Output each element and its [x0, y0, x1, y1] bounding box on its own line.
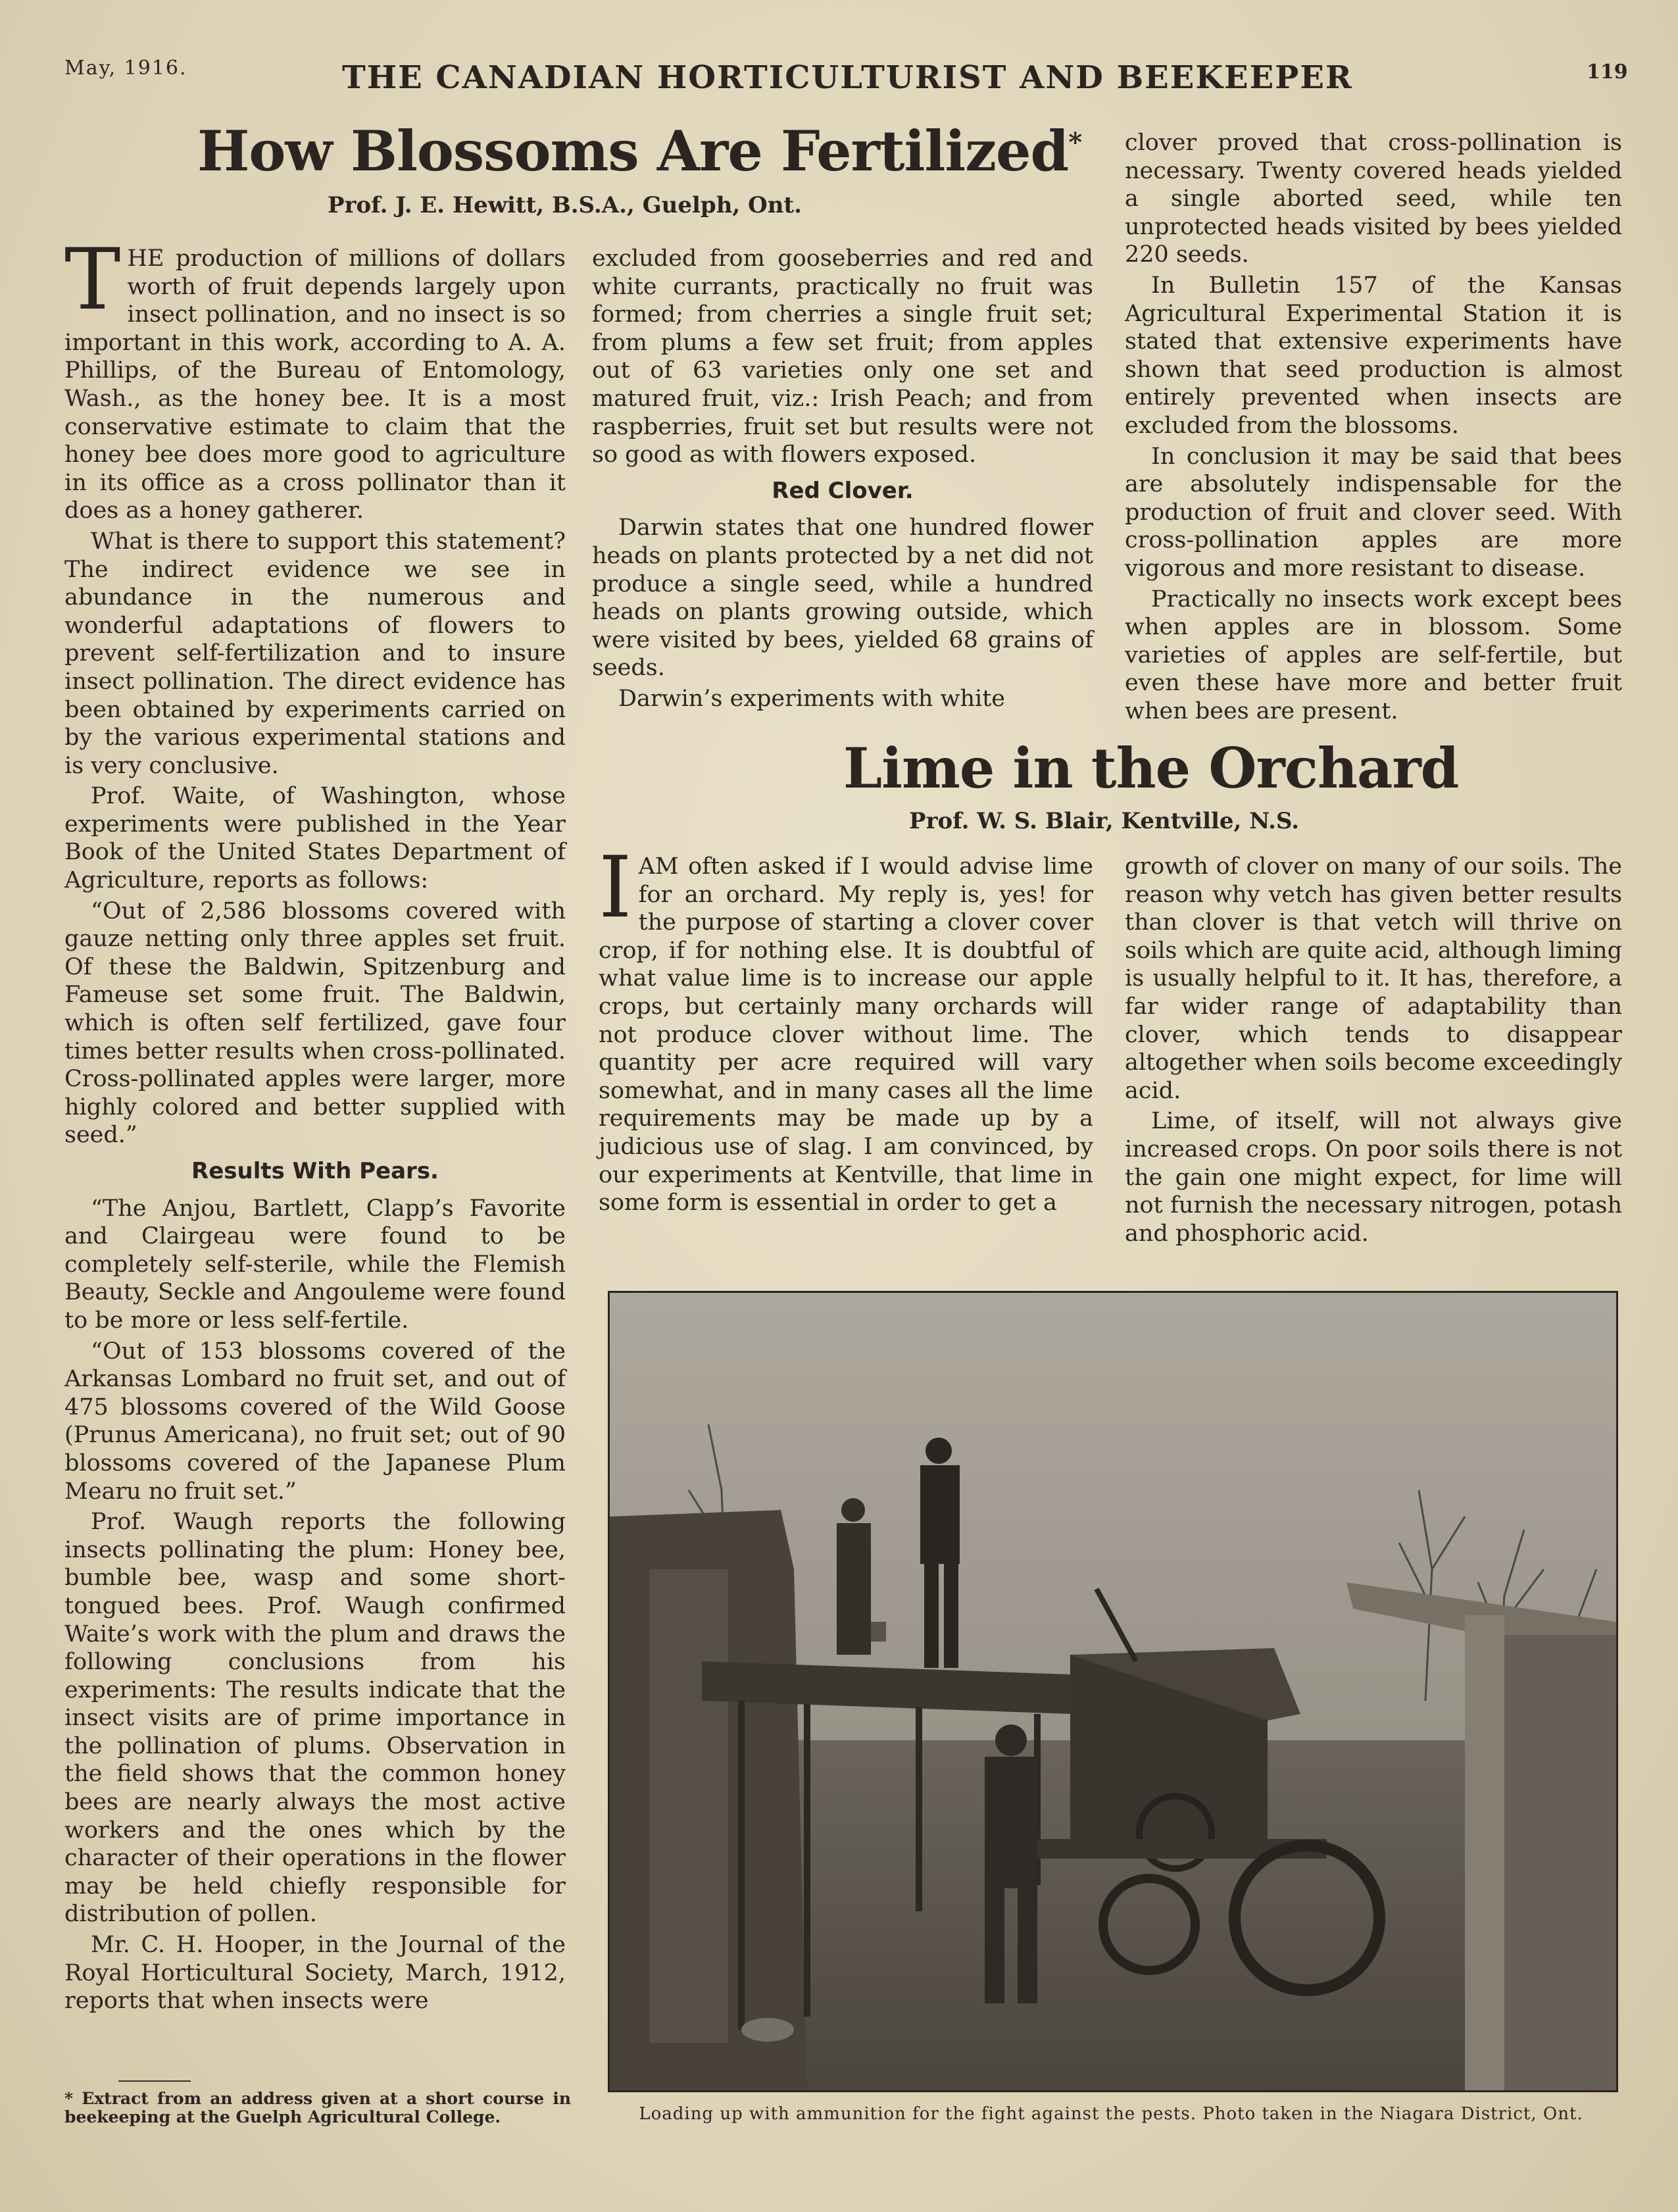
drop-cap: T	[64, 231, 121, 329]
orchard-photo	[608, 1291, 1618, 2092]
paragraph: What is there to support this statement? The indirect evidence we see in abundance in the numerous and wonderful adaptations of flowers to prevent self-fertilization and to insure insect pollination. The direct evidence has been obtained by experiments carried on by the various experimental stations and is very conclusive.	[64, 528, 566, 779]
subheading-red-clover: Red Clover.	[772, 477, 914, 504]
article-title-lime: Lime in the Orchard	[843, 736, 1459, 801]
issue-date: May, 1916.	[64, 57, 187, 80]
paragraph: growth of clover on many of our soils. The reason why vetch has given better results than clover is that vetch will thrive on soils which are quite acid, although liming is usually helpful to it. It has, therefore, a far wider range of adaptability than clover, which tends to disappear altogether when soils become exceedingly acid.	[1125, 853, 1622, 1104]
paragraph: Prof. Waugh reports the following insects pollinating the plum: Honey bee, bumble bee, wasp and some short-tongued bees. Prof. Waugh confirmed Waite’s work with the plum and draws the following conclusions from his experiments: The results indicate that the insect visits are of prime importance in the pollination of plums. Observation in the field shows that the common honey bees are nearly always the most active workers and the ones which by the character of their operations in the flower may be held chiefly responsible for distribution of pollen.	[64, 1509, 566, 1928]
paragraph: “Out of 2,586 blossoms covered with gauze netting only three apples set fruit. Of these the Baldwin, Spitzenburg and Fameuse set some fruit. The Baldwin, which is often self fertilized, gave four times better results when cross-pollinated. Cross-pollinated apples were larger, more highly colored and better supplied with seed.”	[64, 897, 566, 1149]
paragraph-text: HE production of millions of dollars worth of fruit depends largely upon insect pollination, and no insect is so important in this work, according to A. A. Phillips, of the Bureau of Entomology, Wash., as the honey bee. It is a most conservative estimate to claim that the honey bee does more good to agriculture in its office as a cross pollinator than it does as a honey gatherer.	[64, 245, 566, 524]
paragraph: excluded from gooseberries and red and white currants, practically no fruit was formed; from cherries a single fruit set; from plums a few set fruit; from apples out of 63 varieties only one set and matured fruit, viz.: Irish Peach; and from raspberries, fruit set but results were not so good as with flowers exposed.	[592, 245, 1093, 468]
paragraph: Prof. Waite, of Washington, whose experiments were published in the Year Book of the United States Department of Agriculture, reports as follows:	[64, 783, 566, 894]
paragraph	[599, 839, 1093, 1217]
footnote-rule	[118, 2080, 191, 2082]
footnote-mark: *	[1068, 127, 1082, 158]
footnote: * Extract from an address given at a short course in beekeeping at the Guelph Agricultural College.	[64, 2089, 571, 2126]
article2-column-1	[599, 839, 1093, 1220]
paragraph: In conclusion it may be said that bees are absolutely indispensable for the production of fruit and clover seed. With cross-pollination apples are more vigorous and more resistant to disease.	[1125, 443, 1622, 582]
photo-illustration	[610, 1293, 1616, 2090]
subheading-pears: Results With Pears.	[191, 1158, 439, 1184]
article1-column-1	[64, 231, 566, 2018]
paragraph: “Out of 153 blossoms covered of the Arkansas Lombard no fruit set, and out of 475 blossoms covered of the Wild Goose (Prunus Americana), no fruit set; out of 90 blossoms covered of the Japanese Plum Mearu no fruit set.”	[64, 1338, 566, 1505]
article-byline-lime: Prof. W. S. Blair, Kentville, N.S.	[909, 808, 1300, 834]
photo-caption: Loading up with ammunition for the fight against the pests. Photo taken in the Niagara District, Ont.	[639, 2104, 1583, 2124]
article2-column-2	[1125, 853, 1622, 1250]
paragraph: “The Anjou, Bartlett, Clapp’s Favorite and Clairgeau were found to be completely self-sterile, while the Flemish Beauty, Seckle and Angouleme were found to be more or less self-fertile.	[64, 1195, 566, 1334]
article-byline-blossoms: Prof. J. E. Hewitt, B.S.A., Guelph, Ont.	[328, 192, 802, 218]
paragraph-text: AM often asked if I would advise lime for an orchard. My reply is, yes! for the purpose of starting a clover cover crop, if for nothing else. It is doubtful of what value lime is to increase our apple crops, but certainly many orchards will not produce clover without lime. The quantity per acre required will vary somewhat, and in many cases all the lime requirements may be made up by a judicious use of slag. I am convinced, by our experiments at Kentville, that lime in some form is essential in order to get a	[599, 853, 1093, 1217]
paragraph: In Bulletin 157 of the Kansas Agricultural Experimental Station it is stated that extensive experiments have shown that seed production is almost entirely prevented when insects are excluded from the blossoms.	[1125, 272, 1622, 439]
article1-column-2	[592, 245, 1093, 716]
paragraph	[64, 231, 566, 525]
paragraph: Darwin’s experiments with white	[618, 685, 1006, 712]
article-title-blossoms	[197, 118, 1081, 184]
article1-column-3	[1125, 129, 1622, 728]
page-number: 119	[1587, 61, 1628, 84]
drop-cap: I	[599, 839, 632, 937]
publication-title: THE CANADIAN HORTICULTURIST AND BEEKEEPER	[342, 59, 1353, 96]
paragraph: Mr. C. H. Hooper, in the Journal of the Royal Horticultural Society, March, 1912, reports that when insects were	[64, 1932, 566, 2015]
paragraph: Practically no insects work except bees when apples are in blossom. Some varieties of apples are self-fertile, but even these have more and better fruit when bees are present.	[1125, 586, 1622, 724]
paragraph: Darwin states that one hundred flower heads on plants protected by a net did not produce a single seed, while a hundred heads on plants growing outside, which were visited by bees, yielded 68 grains of seeds.	[592, 515, 1093, 682]
paragraph: Lime, of itself, will not always give increased crops. On poor soils there is not the gain one might expect, for lime will not furnish the necessary nitrogen, potash and phosphoric acid.	[1125, 1108, 1622, 1247]
paragraph: clover proved that cross-pollination is necessary. Twenty covered heads yielded a single aborted seed, while ten unprotected heads visited by bees yielded 220 seeds.	[1125, 130, 1622, 268]
article-title-text: How Blossoms Are Fertilized	[197, 118, 1069, 184]
